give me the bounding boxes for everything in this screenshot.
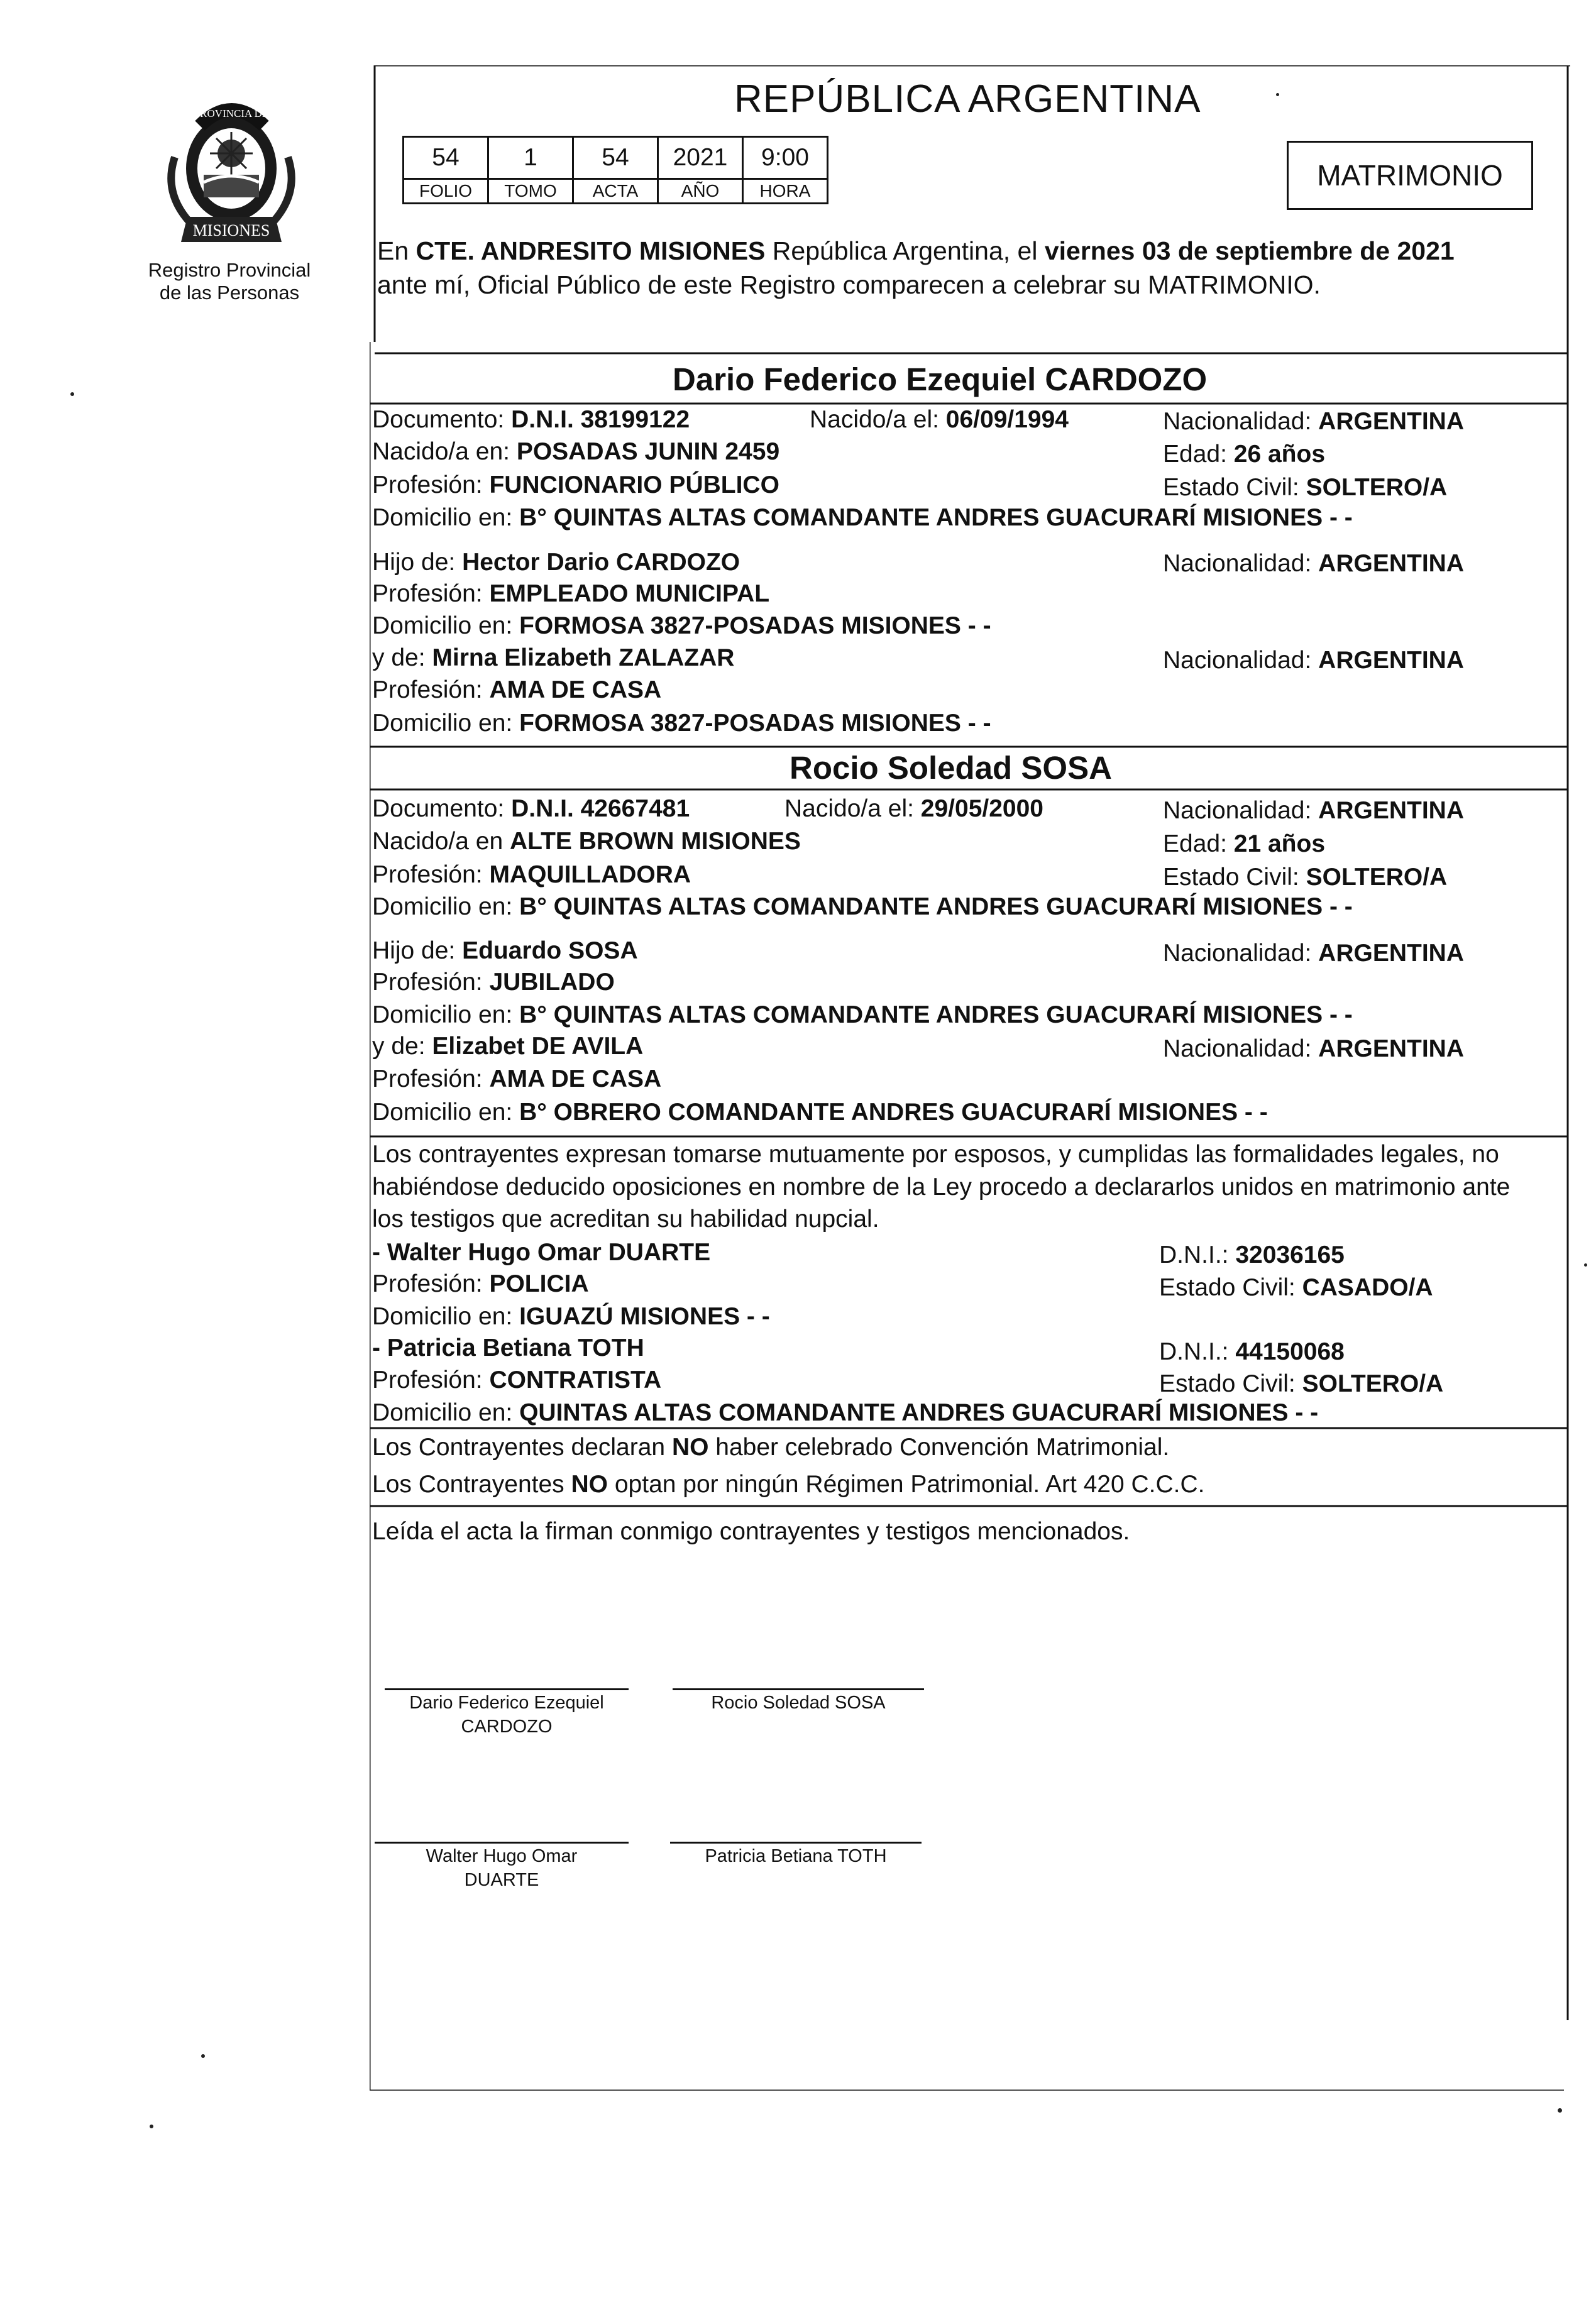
spouse2-nacido-el: Nacido/a el: 29/05/2000 [784, 795, 1043, 822]
spouse1-estado-civil: Estado Civil: SOLTERO/A [1163, 474, 1448, 501]
svg-text:MISIONES: MISIONES [192, 221, 270, 239]
intro-paragraph: En CTE. ANDRESITO MISIONES República Argentina, el viernes 03 de septiembre de 2021 ante mí, Oficial Público de este Registro comparecen a celebrar su MATRIMONIO. [377, 236, 1455, 299]
scan-speck [150, 2125, 153, 2128]
spouse2-mother-name: y de: Elizabet DE AVILA [372, 1033, 644, 1060]
spouse1-nacionalidad: Nacionalidad: ARGENTINA [1163, 408, 1465, 435]
acta-value: 54 [573, 137, 658, 179]
scan-speck [70, 392, 74, 396]
spouse1-father-domicilio: Domicilio en: FORMOSA 3827-POSADAS MISIONES - - [372, 612, 991, 639]
signature-name-2: Rocio Soledad SOSA [711, 1693, 886, 1713]
spouse1-domicilio: Domicilio en: B° QUINTAS ALTAS COMANDANTE ANDRES GUACURARÍ MISIONES - - [372, 504, 1353, 531]
convention-line1: Los Contrayentes declaran NO haber celebrado Convención Matrimonial. [372, 1434, 1170, 1461]
witness2-dni: D.N.I.: 44150068 [1159, 1338, 1345, 1365]
hora-value: 9:00 [743, 137, 828, 179]
witness2-name: - Patricia Betiana TOTH [372, 1334, 644, 1361]
spouse2-documento: Documento: D.N.I. 42667481 [372, 795, 690, 822]
signature-name-4: Patricia Betiana TOTH [705, 1846, 887, 1866]
svg-text:PROVINCIA DE: PROVINCIA DE [194, 107, 269, 119]
acta-label: ACTA [573, 179, 658, 204]
signature-line-4 [670, 1842, 922, 1844]
witness1-profesion: Profesión: POLICIA [372, 1270, 589, 1297]
witness1-dni: D.N.I.: 32036165 [1159, 1241, 1345, 1268]
hora-label: HORA [743, 179, 828, 204]
spouse1-profesion: Profesión: FUNCIONARIO PÚBLICO [372, 471, 779, 498]
spouse1-nacido-en: Nacido/a en: POSADAS JUNIN 2459 [372, 438, 780, 465]
act-frame [370, 65, 1570, 2091]
spouse2-domicilio: Domicilio en: B° QUINTAS ALTAS COMANDANTE ANDRES GUACURARÍ MISIONES - - [372, 893, 1353, 920]
spouse2-profesion: Profesión: MAQUILLADORA [372, 861, 691, 888]
registry-caption: Registro Provincial de las Personas [148, 259, 311, 304]
folio-label: FOLIO [404, 179, 488, 204]
provincia-misiones-seal [156, 88, 307, 258]
folio-grid [402, 136, 828, 204]
witness2-domicilio: Domicilio en: QUINTAS ALTAS COMANDANTE ANDRES GUACURARÍ MISIONES - - [372, 1399, 1319, 1426]
spouse2-name: Rocio Soledad SOSA [790, 750, 1112, 786]
scan-speck [201, 2054, 205, 2058]
witness2-estado-civil: Estado Civil: SOLTERO/A [1159, 1370, 1444, 1397]
declaration-line2: habiéndose deducido oposiciones en nombre de la Ley procedo a declararlos unidos en matrimonio ante [372, 1174, 1511, 1201]
country-title: REPÚBLICA ARGENTINA [734, 77, 1201, 121]
spouse2-father-nacionalidad: Nacionalidad: ARGENTINA [1163, 940, 1465, 967]
signature-line-3 [375, 1842, 629, 1844]
spouse1-name: Dario Federico Ezequiel CARDOZO [673, 361, 1208, 397]
witness1-estado-civil: Estado Civil: CASADO/A [1159, 1274, 1433, 1301]
spouse1-mother-profesion: Profesión: AMA DE CASA [372, 676, 662, 703]
spouse2-mother-nacionalidad: Nacionalidad: ARGENTINA [1163, 1035, 1465, 1062]
spouse1-father-profesion: Profesión: EMPLEADO MUNICIPAL [372, 580, 770, 607]
spouse2-estado-civil: Estado Civil: SOLTERO/A [1163, 864, 1448, 891]
spouse1-father-nacionalidad: Nacionalidad: ARGENTINA [1163, 550, 1465, 577]
signature-line-2 [673, 1688, 924, 1690]
spouse2-nacido-en: Nacido/a en ALTE BROWN MISIONES [372, 828, 801, 855]
spouse1-nacido-el: Nacido/a el: 06/09/1994 [810, 406, 1069, 433]
folio-value: 54 [404, 137, 488, 179]
ano-label: AÑO [658, 179, 743, 204]
signature-name-1: Dario Federico Ezequiel CARDOZO [409, 1693, 604, 1737]
scan-speck [1558, 2108, 1562, 2113]
act-type-box: MATRIMONIO [1287, 141, 1533, 210]
closing-text: Leída el acta la firman conmigo contrayentes y testigos mencionados. [372, 1518, 1130, 1545]
scan-speck [1276, 93, 1279, 96]
scan-speck [1584, 1263, 1587, 1267]
declaration-line1: Los contrayentes expresan tomarse mutuamente por esposos, y cumplidas las formalidades legales, no [372, 1141, 1499, 1168]
ano-value: 2021 [658, 137, 743, 179]
spouse1-documento: Documento: D.N.I. 38199122 [372, 406, 690, 433]
tomo-label: TOMO [488, 179, 573, 204]
witness2-profesion: Profesión: CONTRATISTA [372, 1366, 662, 1394]
spouse1-father-name: Hijo de: Hector Dario CARDOZO [372, 549, 740, 576]
spouse1-edad: Edad: 26 años [1163, 441, 1326, 468]
convention-line2: Los Contrayentes NO optan por ningún Régimen Patrimonial. Art 420 C.C.C. [372, 1471, 1205, 1498]
spouse2-edad: Edad: 21 años [1163, 830, 1326, 857]
spouse1-mother-domicilio: Domicilio en: FORMOSA 3827-POSADAS MISIONES - - [372, 710, 991, 737]
signature-name-3: Walter Hugo Omar DUARTE [426, 1846, 578, 1890]
declaration-line3: los testigos que acreditan su habilidad nupcial. [372, 1206, 879, 1233]
tomo-value: 1 [488, 137, 573, 179]
witness1-name: - Walter Hugo Omar DUARTE [372, 1239, 711, 1266]
spouse2-nacionalidad: Nacionalidad: ARGENTINA [1163, 797, 1465, 824]
spouse2-father-profesion: Profesión: JUBILADO [372, 969, 615, 996]
spouse1-mother-nacionalidad: Nacionalidad: ARGENTINA [1163, 647, 1465, 674]
spouse2-mother-profesion: Profesión: AMA DE CASA [372, 1065, 662, 1092]
signature-line-1 [385, 1688, 629, 1690]
spouse2-father-name: Hijo de: Eduardo SOSA [372, 937, 638, 964]
spouse2-mother-domicilio: Domicilio en: B° OBRERO COMANDANTE ANDRES GUACURARÍ MISIONES - - [372, 1099, 1268, 1126]
spouse1-mother-name: y de: Mirna Elizabeth ZALAZAR [372, 644, 735, 671]
witness1-domicilio: Domicilio en: IGUAZÚ MISIONES - - [372, 1303, 770, 1330]
spouse2-father-domicilio: Domicilio en: B° QUINTAS ALTAS COMANDANTE ANDRES GUACURARÍ MISIONES - - [372, 1001, 1353, 1028]
